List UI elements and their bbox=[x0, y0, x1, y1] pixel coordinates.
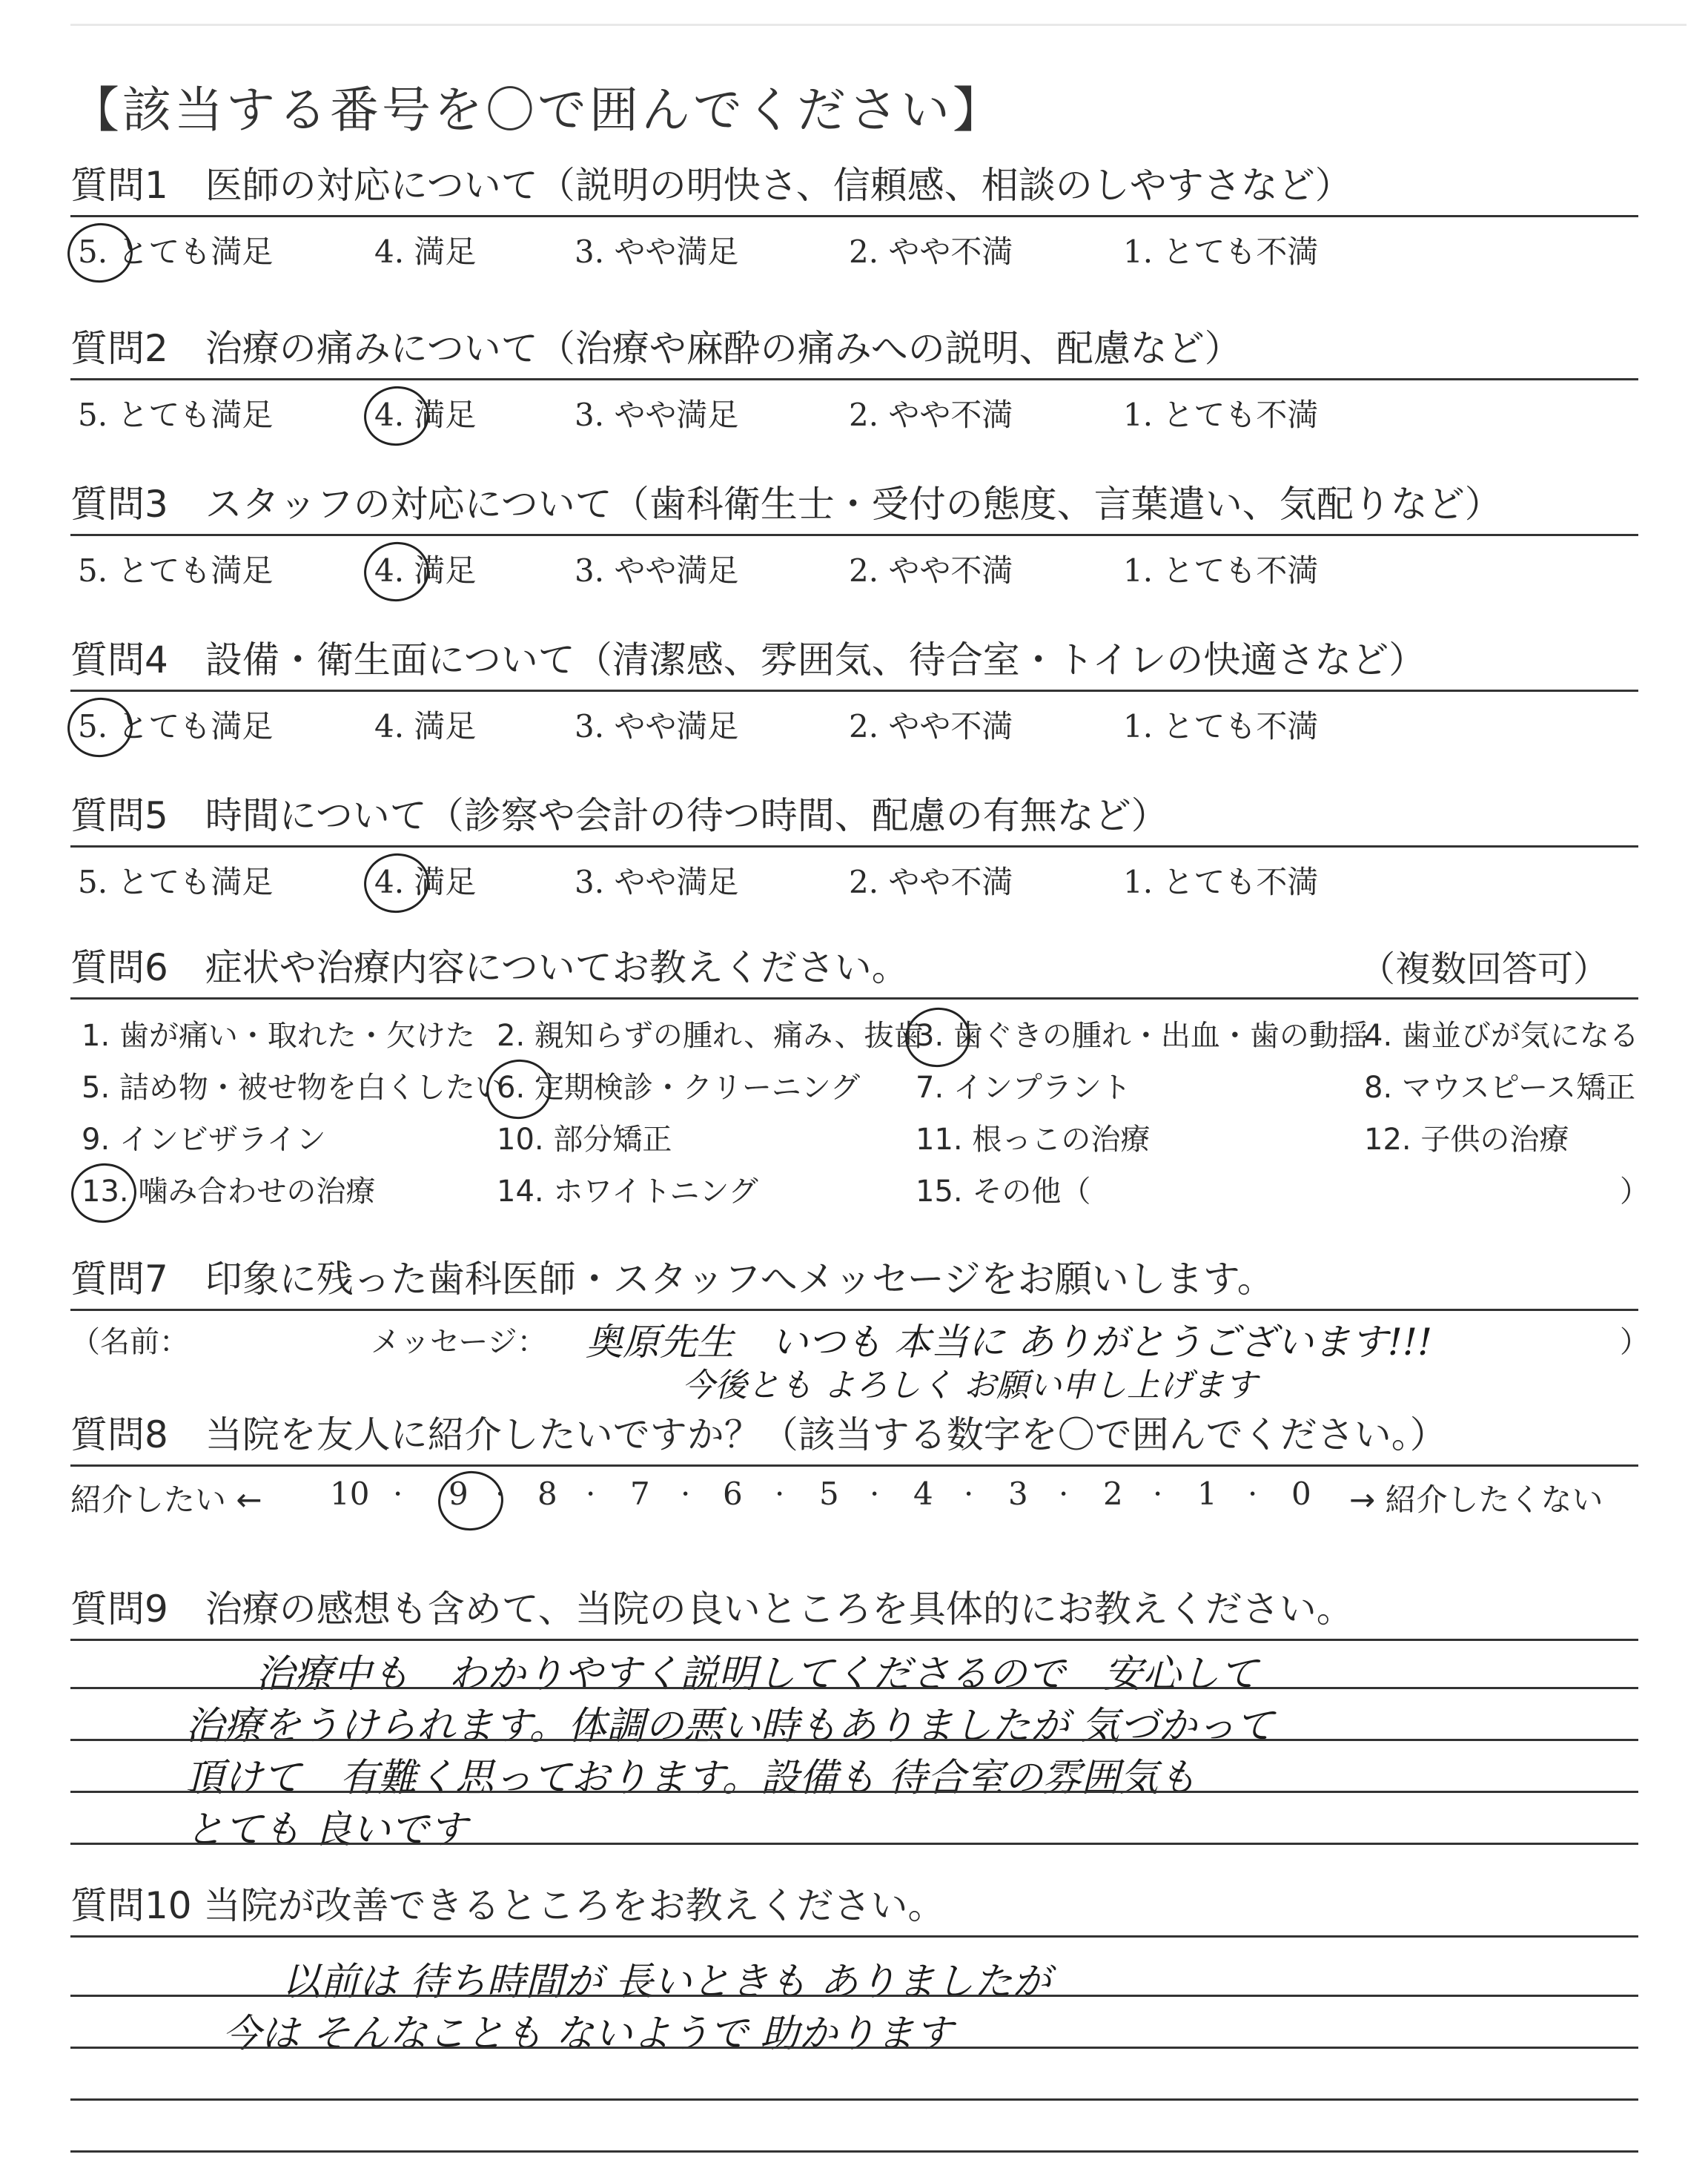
scale-10[interactable]: 10 bbox=[330, 1476, 370, 1512]
symptom-item[interactable]: 6. 定期検診・クリーニング bbox=[497, 1064, 860, 1106]
option-4[interactable]: 4. 満足 bbox=[374, 858, 476, 902]
answer-line bbox=[70, 1739, 1638, 1741]
handwritten-answer-line: 今は そんなことも ないようで 助かります bbox=[222, 2012, 953, 2056]
answer-line bbox=[70, 1995, 1638, 1997]
option-5[interactable]: 5. とても満足 bbox=[78, 397, 274, 433]
symptom-item[interactable]: 11. 根っこの治療 bbox=[916, 1123, 1151, 1157]
symptom-item[interactable]: 2. 親知らずの腫れ、痛み、抜歯 bbox=[497, 1019, 924, 1053]
symptom-item[interactable]: 14. ホワイトニング bbox=[497, 1175, 758, 1209]
message-close: ） bbox=[1620, 1325, 1649, 1359]
name-label: （名前： bbox=[70, 1325, 189, 1359]
symptom-other-close: ） bbox=[1620, 1175, 1649, 1209]
handwritten-answer-line: 治療をうけられます。体調の悪い時もありましたが 気づかって bbox=[185, 1704, 1274, 1748]
question-title: 質問6 症状や治療内容についてお教えください。 bbox=[70, 946, 909, 989]
rating-options bbox=[70, 848, 1638, 907]
question-title: 質問10 当院が改善できるところをお教えください。 bbox=[70, 1884, 945, 1927]
answer-line bbox=[70, 2047, 1638, 2049]
option-5[interactable]: 5. とても満足 bbox=[78, 552, 274, 589]
answer-line bbox=[70, 1843, 1638, 1845]
question-title: 質問5 時間について（診察や会計の待つ時間、配慮の有無など） bbox=[70, 794, 1168, 837]
rating-options bbox=[70, 536, 1638, 595]
question-2 bbox=[70, 311, 1638, 440]
question-header bbox=[70, 148, 1638, 217]
handwritten-answer-line: 以前は 待ち時間が 長いときも ありましたが bbox=[282, 1960, 1051, 2004]
question-7 bbox=[70, 1242, 1638, 1311]
rating-options bbox=[70, 380, 1638, 440]
symptom-item[interactable]: 7. インプラント bbox=[916, 1071, 1131, 1105]
option-3[interactable]: 3. やや満足 bbox=[575, 234, 739, 270]
symptom-item[interactable]: 1. 歯が痛い・取れた・欠けた bbox=[82, 1019, 475, 1053]
answer-line bbox=[70, 1687, 1638, 1689]
option-1[interactable]: 1. とても不満 bbox=[1123, 234, 1319, 270]
symptom-item[interactable]: 4. 歯並びが気になる bbox=[1364, 1019, 1639, 1053]
recommend-left-label: 紹介したい ← bbox=[70, 1482, 262, 1518]
symptom-item[interactable]: 15. その他（ bbox=[916, 1175, 1091, 1209]
option-1[interactable]: 1. とても不満 bbox=[1123, 864, 1319, 900]
scale-3[interactable]: 3 bbox=[1008, 1476, 1028, 1512]
option-4[interactable]: 4. 満足 bbox=[374, 708, 477, 744]
question-header bbox=[70, 1242, 1638, 1311]
recommend-right-label: → 紹介したくない bbox=[1349, 1482, 1603, 1518]
handwritten-answer-line: とても 良いです bbox=[185, 1808, 468, 1852]
scale-7[interactable]: 7 bbox=[630, 1476, 650, 1512]
rating-options bbox=[70, 692, 1638, 751]
question-header bbox=[70, 779, 1638, 848]
question-title: 質問8 当院を友人に紹介したいですか？（該当する数字を〇で囲んでください。） bbox=[70, 1413, 1447, 1456]
option-1[interactable]: 1. とても不満 bbox=[1123, 397, 1319, 433]
scale-6[interactable]: 6 bbox=[723, 1476, 743, 1512]
option-2[interactable]: 2. やや不満 bbox=[849, 552, 1013, 589]
option-2[interactable]: 2. やや不満 bbox=[849, 234, 1013, 270]
scale-5[interactable]: 5 bbox=[819, 1476, 839, 1512]
question-title: 質問3 スタッフの対応について（歯科衛生士・受付の態度、言葉遣い、気配りなど） bbox=[70, 483, 1502, 526]
scale-8[interactable]: 8 bbox=[537, 1476, 557, 1512]
scale-2[interactable]: 2 bbox=[1103, 1476, 1123, 1512]
symptom-item[interactable]: 13. 噛み合わせの治療 bbox=[82, 1168, 375, 1210]
option-2[interactable]: 2. やや不満 bbox=[849, 397, 1013, 433]
option-4[interactable]: 4. 満足 bbox=[374, 234, 477, 270]
option-3[interactable]: 3. やや満足 bbox=[575, 552, 739, 589]
question-header bbox=[70, 1398, 1638, 1467]
symptom-item[interactable]: 9. インビザライン bbox=[82, 1123, 326, 1157]
question-3 bbox=[70, 467, 1638, 595]
question-1 bbox=[70, 148, 1638, 277]
question-title: 質問9 治療の感想も含めて、当院の良いところを具体的にお教えください。 bbox=[70, 1588, 1354, 1631]
question-4 bbox=[70, 623, 1638, 751]
top-border bbox=[70, 24, 1687, 26]
question-5 bbox=[70, 779, 1638, 907]
answer-line bbox=[70, 2150, 1638, 2153]
scale-1[interactable]: 1 bbox=[1197, 1476, 1217, 1512]
scale-0[interactable]: 0 bbox=[1291, 1476, 1311, 1512]
handwritten-answer-line: 治療中も わかりやすく説明してくださるので 安心して bbox=[256, 1652, 1259, 1697]
option-5[interactable]: 5. とても満足 bbox=[78, 702, 273, 747]
symptom-item[interactable]: 5. 詰め物・被せ物を白くしたい bbox=[82, 1071, 505, 1105]
option-1[interactable]: 1. とても不満 bbox=[1123, 552, 1319, 589]
option-3[interactable]: 3. やや満足 bbox=[575, 864, 739, 900]
option-1[interactable]: 1. とても不満 bbox=[1123, 708, 1319, 744]
question-header bbox=[70, 931, 1638, 1000]
option-5[interactable]: 5. とても満足 bbox=[78, 864, 274, 900]
handwritten-message-line-1: 奥原先生 いつも 本当に ありがとうございます!!! bbox=[586, 1321, 1433, 1364]
question-title: 質問2 治療の痛みについて（治療や麻酔の痛みへの説明、配慮など） bbox=[70, 327, 1242, 370]
option-5[interactable]: 5. とても満足 bbox=[78, 228, 273, 272]
option-3[interactable]: 3. やや満足 bbox=[575, 397, 739, 433]
question-title: 質問1 医師の対応について（説明の明快さ、信頼感、相談のしやすさなど） bbox=[70, 164, 1352, 207]
symptom-item[interactable]: 12. 子供の治療 bbox=[1364, 1123, 1569, 1157]
symptom-item[interactable]: 10. 部分矯正 bbox=[497, 1123, 672, 1157]
handwritten-message-line-2: 今後とも よろしく お願い申し上げます bbox=[682, 1367, 1257, 1404]
question-10 bbox=[70, 1869, 1638, 1938]
question-header bbox=[70, 311, 1638, 380]
multiple-answers-note: （複数回答可） bbox=[1359, 948, 1609, 990]
handwritten-answer-line: 頂けて 有難く思っております。設備も 待合室の雰囲気も bbox=[185, 1756, 1197, 1800]
option-2[interactable]: 2. やや不満 bbox=[849, 708, 1013, 744]
scale-4[interactable]: 4 bbox=[913, 1476, 933, 1512]
question-header bbox=[70, 467, 1638, 536]
question-header bbox=[70, 1572, 1638, 1641]
question-9 bbox=[70, 1572, 1638, 1641]
symptom-item[interactable]: 3. 歯ぐきの腫れ・出血・歯の動揺 bbox=[916, 1012, 1368, 1054]
answer-line bbox=[70, 2098, 1638, 2101]
rating-options bbox=[70, 217, 1638, 277]
option-4[interactable]: 4. 満足 bbox=[374, 546, 476, 591]
message-label: メッセージ： bbox=[371, 1325, 547, 1359]
question-header bbox=[70, 1869, 1638, 1938]
question-8 bbox=[70, 1398, 1638, 1467]
question-header bbox=[70, 623, 1638, 692]
question-title: 質問4 設備・衛生面について（清潔感、雰囲気、待合室・トイレの快適さなど） bbox=[70, 638, 1426, 681]
answer-line bbox=[70, 1791, 1638, 1793]
question-6 bbox=[70, 931, 1638, 1000]
option-3[interactable]: 3. やや満足 bbox=[575, 708, 739, 744]
question-title: 質問7 印象に残った歯科医師・スタッフへメッセージをお願いします。 bbox=[70, 1258, 1274, 1301]
option-2[interactable]: 2. やや不満 bbox=[849, 864, 1013, 900]
symptom-item[interactable]: 8. マウスピース矯正 bbox=[1364, 1071, 1636, 1105]
page-title: 【該当する番号を〇で囲んでください】 bbox=[70, 82, 1004, 139]
scale-9[interactable]: 9 bbox=[448, 1476, 469, 1512]
option-4[interactable]: 4. 満足 bbox=[374, 391, 476, 435]
